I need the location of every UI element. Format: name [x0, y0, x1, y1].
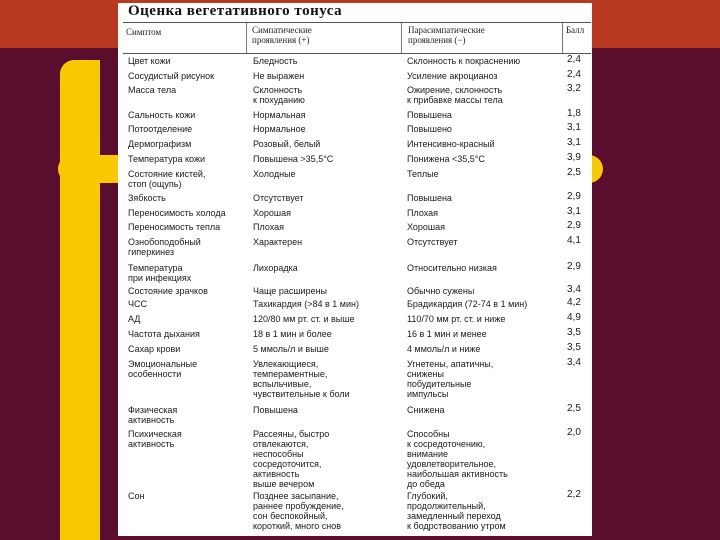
cell-symptom: Потоотделение [128, 124, 193, 134]
cell-score: 3,1 [567, 122, 581, 133]
cell-sympathetic: Розовый, белый [253, 139, 321, 149]
cell-parasympathetic: 110/70 мм рт. ст. и ниже [407, 314, 506, 324]
cell-parasympathetic: Повышена [407, 110, 452, 120]
cell-score: 4,9 [567, 312, 581, 323]
cell-symptom: Сон [128, 491, 145, 501]
cell-parasympathetic: Снижена [407, 405, 445, 415]
header-divider [246, 23, 247, 53]
cell-symptom: Психическая активность [128, 429, 182, 449]
cell-sympathetic: Нормальная [253, 110, 306, 120]
header-parasympathetic: Парасимпатические проявления (−) [408, 25, 485, 45]
cell-parasympathetic: Относительно низкая [407, 263, 497, 273]
cell-parasympathetic: Способны к сосредоточению, внимание удовлетворительное, наибольшая активность до обеда [407, 429, 508, 489]
cell-sympathetic: 120/80 мм рт. ст. и выше [253, 314, 355, 324]
header-top-rule [123, 22, 591, 23]
cell-symptom: Переносимость холода [128, 208, 226, 218]
header-divider [562, 23, 563, 53]
cell-parasympathetic: Плохая [407, 208, 439, 218]
cell-sympathetic: Холодные [253, 169, 296, 179]
cell-parasympathetic: Глубокий, продолжительный, замедленный переход к бодрствованию утром [407, 491, 506, 531]
document-sheet [118, 3, 592, 536]
cell-parasympathetic: Брадикардия (72-74 в 1 мин) [407, 299, 528, 309]
cell-sympathetic: Чаще расширены [253, 286, 328, 296]
cell-sympathetic: Бледность [253, 56, 298, 66]
cell-symptom: Дермографизм [128, 139, 192, 149]
cell-sympathetic: Тахикардия (>84 в 1 мин) [253, 299, 359, 309]
cell-parasympathetic: Теплые [407, 169, 439, 179]
cell-sympathetic: Не выражен [253, 71, 305, 81]
cell-score: 2,9 [567, 191, 581, 202]
cell-symptom: Температура при инфекциях [128, 263, 192, 283]
cell-score: 3,4 [567, 284, 581, 295]
header-sympathetic: Симпатические проявления (+) [252, 25, 312, 45]
cell-score: 2,9 [567, 261, 581, 272]
cell-symptom: Состояние кистей, стоп (ощупь) [128, 169, 206, 189]
cell-score: 2,0 [567, 427, 581, 438]
cell-symptom: АД [128, 314, 141, 324]
cell-score: 2,9 [567, 220, 581, 231]
cell-parasympathetic: Повышено [407, 124, 452, 134]
cell-parasympathetic: Усиление акроцианоз [407, 71, 498, 81]
cell-score: 3,9 [567, 152, 581, 163]
cell-sympathetic: Позднее засыпание, раннее пробуждение, сон беспокойный, короткий, много снов [253, 491, 344, 531]
cell-parasympathetic: Отсутствует [407, 237, 458, 247]
cell-sympathetic: Отсутствует [253, 193, 304, 203]
cell-parasympathetic: 4 ммоль/л и ниже [407, 344, 481, 354]
cell-symptom: Переносимость тепла [128, 222, 221, 232]
cell-score: 4,1 [567, 235, 581, 246]
cell-sympathetic: Повышена >35,5°С [253, 154, 334, 164]
cell-parasympathetic: Интенсивно-красный [407, 139, 495, 149]
cell-score: 2,5 [567, 403, 581, 414]
cell-score: 3,2 [567, 83, 581, 94]
cell-score: 4,2 [567, 297, 581, 308]
cell-symptom: Зябкость [128, 193, 166, 203]
cell-score: 3,1 [567, 137, 581, 148]
decorative-left-block [60, 60, 100, 540]
cell-parasympathetic: 16 в 1 мин и менее [407, 329, 487, 339]
cell-symptom: Сосудистый рисунок [128, 71, 215, 81]
cell-parasympathetic: Понижена <35,5°С [407, 154, 485, 164]
cell-sympathetic: Характерен [253, 237, 303, 247]
cell-parasympathetic: Повышена [407, 193, 452, 203]
cell-parasympathetic: Ожирение, склонность к прибавке массы тела [407, 85, 503, 105]
cell-parasympathetic: Обычно сужены [407, 286, 475, 296]
cell-sympathetic: Плохая [253, 222, 285, 232]
cell-parasympathetic: Угнетены, апатичны, снижены побудительные импульсы [407, 359, 494, 399]
cell-symptom: Сахар крови [128, 344, 181, 354]
cell-sympathetic: Хорошая [253, 208, 292, 218]
header-bottom-rule [123, 53, 591, 54]
cell-sympathetic: Лихорадка [253, 263, 298, 273]
cell-parasympathetic: Склонность к покраснению [407, 56, 521, 66]
cell-sympathetic: 5 ммоль/л и выше [253, 344, 329, 354]
cell-parasympathetic: Хорошая [407, 222, 446, 232]
cell-symptom: Масса тела [128, 85, 177, 95]
cell-score: 2,4 [567, 54, 581, 65]
cell-score: 3,1 [567, 206, 581, 217]
cell-score: 3,5 [567, 342, 581, 353]
cell-symptom: Состояние зрачков [128, 286, 208, 296]
cell-score: 2,4 [567, 69, 581, 80]
cell-symptom: Частота дыхания [128, 329, 200, 339]
cell-sympathetic: Увлекающиеся, темпераментные, вспыльчивые, чувствительные к боли [253, 359, 350, 399]
cell-score: 3,5 [567, 327, 581, 338]
cell-symptom: Ознобоподобный гиперкинез [128, 237, 201, 257]
header-divider [401, 23, 402, 53]
cell-sympathetic: Рассеяны, быстро отвлекаются, неспособны сосредоточится, активность выше вечером [253, 429, 330, 489]
cell-score: 2,2 [567, 489, 581, 500]
header-score: Балл [566, 25, 585, 35]
cell-sympathetic: Нормальное [253, 124, 306, 134]
cell-sympathetic: Повышена [253, 405, 298, 415]
cell-symptom: Цвет кожи [128, 56, 171, 66]
cell-symptom: Физическая активность [128, 405, 178, 425]
cell-symptom: Сальность кожи [128, 110, 196, 120]
cell-symptom: ЧСС [128, 299, 147, 309]
cell-score: 1,8 [567, 108, 581, 119]
page-title: Оценка вегетативного тонуса [128, 3, 343, 19]
cell-sympathetic: Склонность к похуданию [253, 85, 305, 105]
cell-sympathetic: 18 в 1 мин и более [253, 329, 332, 339]
cell-symptom: Эмоциональные особенности [128, 359, 198, 379]
header-symptom: Симптом [126, 27, 162, 37]
cell-score: 2,5 [567, 167, 581, 178]
cell-symptom: Температура кожи [128, 154, 206, 164]
cell-score: 3,4 [567, 357, 581, 368]
